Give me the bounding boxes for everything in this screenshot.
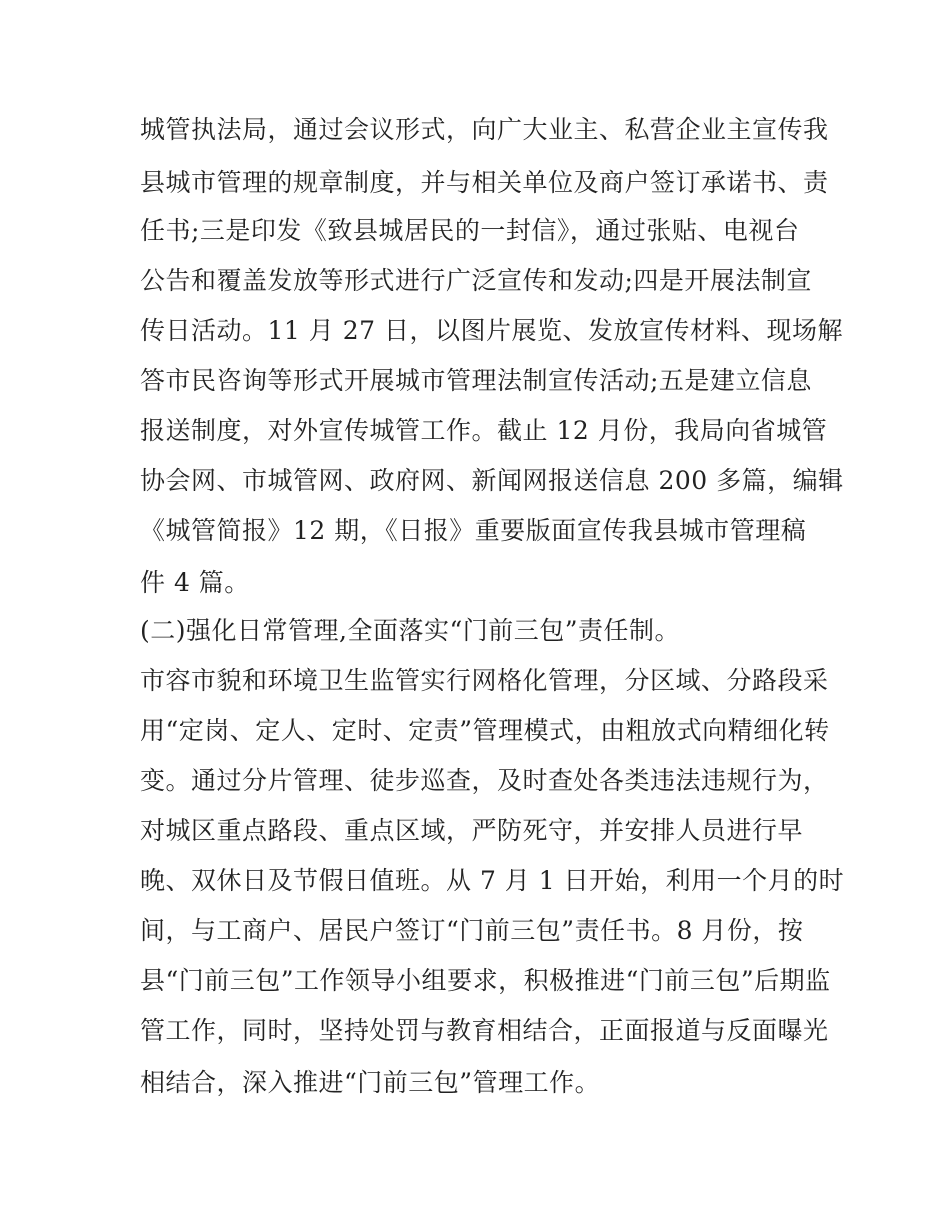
text-line: 公告和覆盖发放等形式进行广泛宣传和发动;四是开展法制宣 <box>140 266 812 295</box>
text-line: 城管执法局，通过会议形式，向广大业主、私营企业主宣传我 <box>140 115 829 144</box>
text-line: 县“门前三包”工作领导小组要求，积极推进“门前三包”后期监 <box>140 966 831 995</box>
text-line: 传日活动。11 月 27 日，以图片展览、发放宣传材料、现场解 <box>140 316 843 345</box>
text-line: 间，与工商户、居民户签订“门前三包”责任书。8 月份，按 <box>140 916 804 945</box>
text-line: 答市民咨询等形式开展城市管理法制宣传活动;五是建立信息 <box>140 366 812 395</box>
text-line: 报送制度，对外宣传城管工作。截止 12 月份，我局向省城管 <box>140 416 828 445</box>
text-line: 晚、双休日及节假日值班。从 7 月 1 日开始，利用一个月的时 <box>140 866 845 895</box>
text-line: 件 4 篇。 <box>140 568 250 597</box>
section-heading: (二)强化日常管理,全面落实“门前三包”责任制。 <box>140 616 681 645</box>
text-line: 协会网、市城管网、政府网、新闻网报送信息 200 多篇，编辑 <box>140 466 844 495</box>
text-line: 《城管简报》12 期，《日报》重要版面宣传我县城市管理稿 <box>140 516 807 545</box>
text-line: 相结合，深入推进“门前三包”管理工作。 <box>140 1068 601 1097</box>
text-line: 县城市管理的规章制度，并与相关单位及商户签订承诺书、责 <box>140 168 829 197</box>
text-line: 变。通过分片管理、徒步巡查，及时查处各类违法违规行为， <box>140 766 829 795</box>
text-line: 用“定岗、定人、定时、定责”管理模式，由粗放式向精细化转 <box>140 716 830 745</box>
text-line: 对城区重点路段、重点区域，严防死守，并安排人员进行早 <box>140 816 804 845</box>
text-line: 任书;三是印发《致县城居民的一封信》，通过张贴、电视台 <box>140 216 800 245</box>
text-line: 管工作，同时，坚持处罚与教育相结合，正面报道与反面曝光 <box>140 1016 829 1045</box>
text-line: 市容市貌和环境卫生监管实行网格化管理，分区域、分路段采 <box>140 666 829 695</box>
